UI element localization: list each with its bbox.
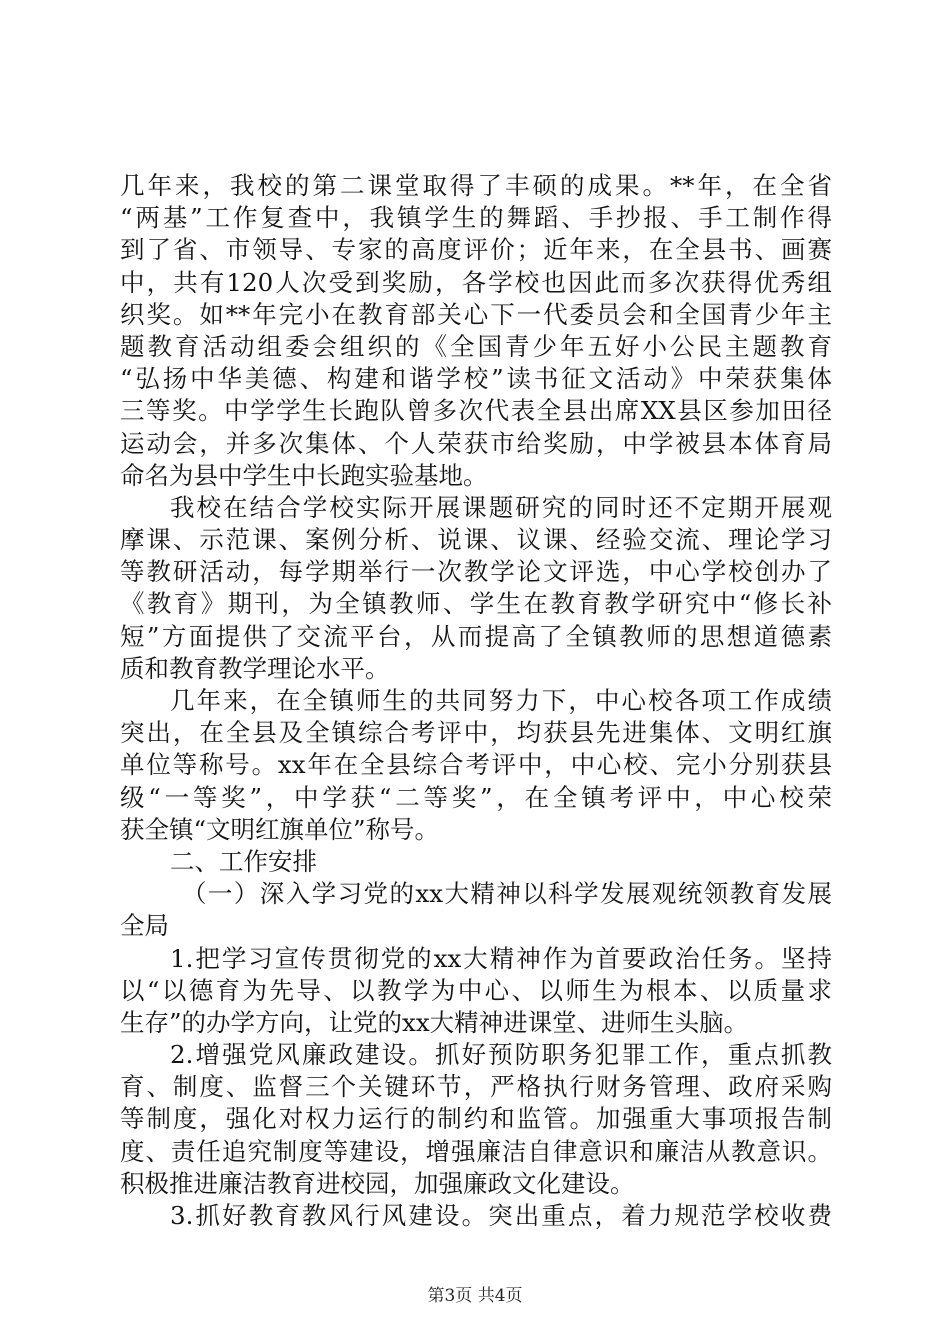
paragraph-first-line: 几年来，在全镇师生的共同努力下，中心校各项工作成绩 — [170, 686, 832, 715]
text-line: 以“以德育为先导、以教学为中心、以师生为根本、以质量求 — [120, 975, 832, 1005]
text-line: 等教研活动，每学期举行一次教学论文评选，中心学校创办了 — [120, 557, 832, 587]
text-line: 摩课、示范课、案例分析、说课、议课、经验交流、理论学习 — [120, 525, 832, 555]
text-line: 几年来，我校的第二课堂取得了丰硕的成果。**年，在全省 — [120, 171, 832, 200]
subsection-heading: （一）深入学习党的xx大精神以科学发展观统领教育发展 — [182, 879, 832, 909]
text-line: 题教育活动组委会组织的《全国青少年五好小公民主题教育 — [120, 331, 832, 361]
text-line: 短”方面提供了交流平台，从而提高了全镇教师的思想道德素 — [120, 621, 832, 651]
paragraph-first-line: 3.抓好教育教风行风建设。突出重点，着力规范学校收费 — [170, 1201, 832, 1230]
text-line: “两基”工作复查中，我镇学生的舞蹈、手抄报、手工制作得 — [120, 203, 832, 233]
text-line: 命名为县中学生中长跑实验基地。 — [120, 460, 488, 490]
text-line: 等制度，强化对权力运行的制约和监管。加强重大事项报告制 — [120, 1104, 832, 1134]
document-body — [120, 170, 832, 1232]
paragraph-first-line: 1.把学习宣传贯彻党的xx大精神作为首要政治任务。坚持 — [170, 943, 832, 973]
text-line: 级“一等奖”，中学获“二等奖”，在全镇考评中，中心校荣 — [120, 782, 832, 812]
text-line: 育、制度、监督三个关键环节，严格执行财务管理、政府采购 — [120, 1072, 832, 1102]
text-line: 质和教育教学理论水平。 — [120, 653, 390, 683]
text-line: 三等奖。中学学生长跑队曾多次代表全县出席XX县区参加田径 — [120, 396, 832, 426]
text-line: 生存”的办学方向，让党的xx大精神进课堂、进师生头脑。 — [120, 1007, 749, 1037]
paragraph-first-line: 我校在结合学校实际开展课题研究的同时还不定期开展观 — [170, 492, 832, 522]
text-line: 中，共有120人次受到奖励，各学校也因此而多次获得优秀组 — [120, 267, 832, 297]
page-number: 第3页 共4页 — [427, 1286, 523, 1306]
text-line: 积极推进廉洁教育进校园，加强廉政文化建设。 — [120, 1168, 635, 1198]
text-line: 突出，在全县及全镇综合考评中，均获县先进集体、文明红旗 — [120, 718, 832, 748]
text-line: 到了省、市领导、专家的高度评价；近年来，在全县书、画赛 — [120, 235, 832, 265]
text-line: 织奖。如**年完小在教育部关心下一代委员会和全国青少年主 — [120, 299, 832, 329]
subsection-heading-cont: 全局 — [120, 911, 169, 941]
text-line: 获全镇“文明红旗单位”称号。 — [120, 814, 440, 844]
paragraph-first-line: 2.增强党风廉政建设。抓好预防职务犯罪工作，重点抓教 — [170, 1040, 832, 1070]
text-line: 《教育》期刊，为全镇教师、学生在教育教学研究中“修长补 — [120, 589, 832, 619]
text-line: 单位等称号。xx年在全县综合考评中，中心校、完小分别获县 — [120, 750, 832, 780]
text-line: 度、责任追究制度等建设，增强廉洁自律意识和廉洁从教意识。 — [120, 1136, 832, 1166]
text-line: 运动会，并多次集体、个人荣获市给奖励，中学被县本体育局 — [120, 428, 832, 458]
section-heading: 二、工作安排 — [170, 846, 317, 876]
text-line: “弘扬中华美德、构建和谐学校”读书征文活动》中荣获集体 — [120, 364, 832, 394]
